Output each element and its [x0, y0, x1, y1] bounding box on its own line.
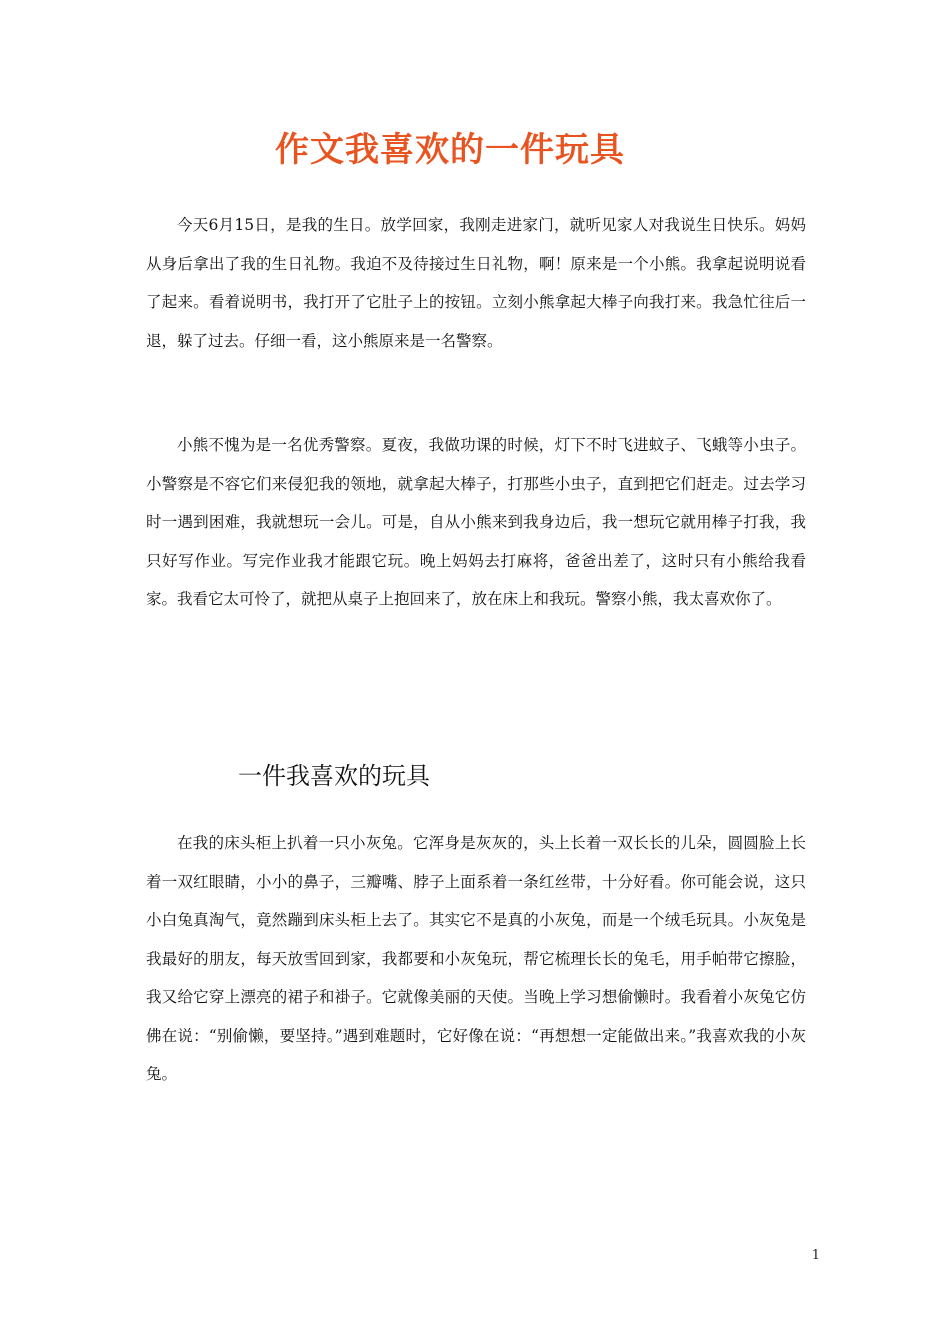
- section-subtitle: 一件我喜欢的玩具: [238, 762, 430, 790]
- page-number: 1: [811, 1248, 820, 1263]
- document-title: 作文我喜欢的一件玩具: [275, 130, 625, 170]
- paragraph-grey-rabbit: 在我的床头柜上扒着一只小灰兔。它浑身是灰灰的，头上长着一双长长的儿朵，圆圆脸上长着一双红眼睛，小小的鼻子，三瓣嘴、脖子上面系着一条红丝带，十分好看。你可能会说，这只小白兔真淘气，竟然蹦到床头柜上去了。其实它不是真的小灰兔，而是一个绒毛玩具。小灰兔是我最好的朋友，每天放雪回到家，我都要和小灰兔玩，帮它梳理长长的兔毛，用手帕带它擦脸，我又给它穿上漂亮的裙子和褂子。它就像美丽的天使。当晚上学习想偷懒时。我看着小灰兔它仿佛在说：“别偷懒，要坚持。”遇到难题时，它好像在说：“再想想一定能做出来。”我喜欢我的小灰兔。: [146, 834, 806, 1083]
- paragraph-police-bear: 小熊不愧为是一名优秀警察。夏夜，我做功课的时候，灯下不时飞进蚊子、飞蛾等小虫子。小警察是不容它们来侵犯我的领地，就拿起大棒子，打那些小虫子，直到把它们赶走。过去学习时一遇到困难，我就想玩一会儿。可是，自从小熊来到我身边后，我一想玩它就用棒子打我，我只好写作业。写完作业我才能跟它玩。晚上妈妈去打麻将，爸爸出差了，这时只有小熊给我看家。我看它太可怜了，就把从桌子上抱回来了，放在床上和我玩。警察小熊，我太喜欢你了。: [146, 436, 806, 608]
- paragraph-birthday-gift: 今天6月15日，是我的生日。放学回家，我刚走进家门，就听见家人对我说生日快乐。妈妈从身后拿出了我的生日礼物。我迫不及待接过生日礼物，啊！原来是一个小熊。我拿起说明说看了起来。看着说明书，我打开了它肚子上的按钮。立刻小熊拿起大棒子向我打来。我急忙往后一退，躲了过去。仔细一看，这小熊原来是一名警察。: [146, 216, 806, 350]
